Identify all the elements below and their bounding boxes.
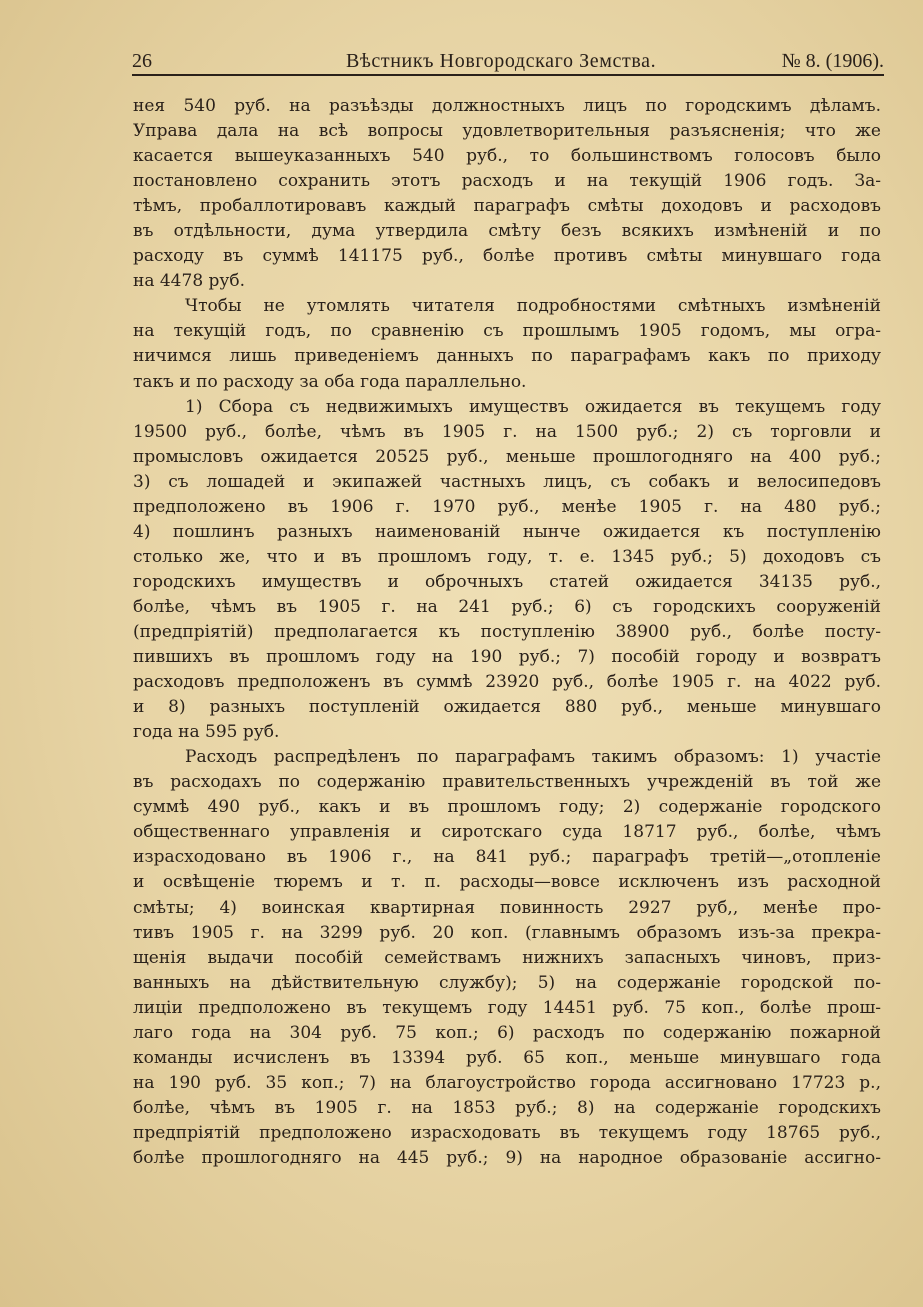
text-line: предпріятій предположено израсходовать въ текущемъ году 18765 руб., bbox=[133, 1122, 881, 1143]
text-line: команды исчисленъ въ 13394 руб. 65 коп., меньше минувшаго года bbox=[133, 1047, 881, 1068]
text-line: такъ и по расходу за оба года параллельно. bbox=[133, 371, 527, 392]
text-line: и 8) разныхъ поступленій ожидается 880 руб., меньше минувшаго bbox=[133, 697, 881, 718]
text-line: касается вышеуказанныхъ 540 руб., то большинствомъ голосовъ было bbox=[133, 146, 881, 167]
text-line: ничимся лишь приведеніемъ данныхъ по параграфамъ какъ по приходу bbox=[133, 346, 881, 367]
text-line: на текущій годъ, по сравненію съ прошлымъ 1905 годомъ, мы огра- bbox=[133, 321, 881, 342]
text-line: 1) Сбора съ недвижимыхъ имуществъ ожидается въ текущемъ году bbox=[185, 396, 881, 417]
text-line: предположено въ 1906 г. 1970 руб., менѣе 1905 г. на 480 руб.; bbox=[133, 496, 881, 517]
running-header bbox=[132, 44, 884, 78]
text-line: года на 595 руб. bbox=[133, 722, 280, 743]
text-line: смѣты; 4) воинская квартирная повинность 2927 руб,, менѣе про- bbox=[133, 897, 881, 918]
text-line: 19500 руб., болѣе, чѣмъ въ 1905 г. на 1500 руб.; 2) съ торговли и bbox=[133, 421, 881, 442]
body-text bbox=[133, 94, 881, 1171]
text-line: (предпріятій) предполагается къ поступленію 38900 руб., болѣе посту- bbox=[133, 621, 881, 642]
text-line: на 4478 руб. bbox=[133, 271, 246, 292]
issue-number: № 8. (1906). bbox=[781, 50, 884, 72]
text-line: Расходъ распредѣленъ по параграфамъ такимъ образомъ: 1) участіе bbox=[185, 747, 881, 768]
text-line: промысловъ ожидается 20525 руб., меньше прошлогодняго на 400 руб.; bbox=[133, 446, 881, 467]
text-line: и освѣщеніе тюремъ и т. п. расходы—вовсе исключенъ изъ расходной bbox=[133, 872, 881, 893]
text-line: израсходовано въ 1906 г., на 841 руб.; параграфъ третій—„отопленіе bbox=[133, 847, 881, 868]
text-line: пившихъ въ прошломъ году на 190 руб.; 7) пособій городу и возвратъ bbox=[133, 647, 881, 668]
page-number: 26 bbox=[132, 50, 152, 72]
text-line: болѣе, чѣмъ въ 1905 г. на 241 руб.; 6) съ городскихъ сооруженій bbox=[133, 596, 881, 617]
text-line: постановлено сохранить этотъ расходъ и на текущій 1906 годъ. За- bbox=[133, 171, 881, 192]
text-line: нея 540 руб. на разъѣзды должностныхъ лицъ по городскимъ дѣламъ. bbox=[133, 96, 881, 116]
header-rule bbox=[132, 74, 884, 76]
text-line: тѣмъ, пробаллотировавъ каждый параграфъ смѣты доходовъ и расходовъ bbox=[133, 196, 881, 217]
text-line: тивъ 1905 г. на 3299 руб. 20 коп. (главнымъ образомъ изъ-за прекра- bbox=[133, 922, 881, 943]
text-line: Управа дала на всѣ вопросы удовлетворительныя разъясненія; что же bbox=[133, 121, 881, 142]
text-line: столько же, что и въ прошломъ году, т. е. 1345 руб.; 5) доходовъ съ bbox=[133, 546, 881, 567]
text-line: расходовъ предположенъ въ суммѣ 23920 руб., болѣе 1905 г. на 4022 руб. bbox=[133, 672, 881, 693]
text-line: на 190 руб. 35 коп.; 7) на благоустройство города ассигновано 17723 р., bbox=[133, 1072, 881, 1093]
text-line: 3) съ лошадей и экипажей частныхъ лицъ, съ собакъ и велосипедовъ bbox=[133, 471, 881, 492]
text-line: 4) пошлинъ разныхъ наименованій нынче ожидается къ поступленію bbox=[133, 521, 881, 542]
text-line: расходу въ суммѣ 141175 руб., болѣе противъ смѣты минувшаго года bbox=[133, 246, 881, 267]
journal-title: Вѣстникъ Новгородскаго Земства. bbox=[346, 50, 657, 72]
text-line: общественнаго управленія и сиротскаго суда 18717 руб., болѣе, чѣмъ bbox=[133, 822, 881, 843]
text-line: болѣе, чѣмъ въ 1905 г. на 1853 руб.; 8) на содержаніе городскихъ bbox=[133, 1097, 881, 1118]
text-line: лиціи предположено въ текущемъ году 14451 руб. 75 коп., болѣе прош- bbox=[133, 997, 881, 1018]
text-line: ванныхъ на дѣйствительную службу); 5) на содержаніе городской по- bbox=[133, 972, 881, 993]
text-line: въ отдѣльности, дума утвердила смѣту безъ всякихъ измѣненій и по bbox=[133, 221, 881, 242]
text-line: Чтобы не утомлять читателя подробностями смѣтныхъ измѣненій bbox=[185, 296, 881, 317]
text-line: городскихъ имуществъ и оброчныхъ статей ожидается 34135 руб., bbox=[133, 571, 881, 592]
text-line: суммѣ 490 руб., какъ и въ прошломъ году; 2) содержаніе городского bbox=[133, 797, 881, 818]
text-line: щенія выдачи пособій семействамъ нижнихъ запасныхъ чиновъ, приз- bbox=[133, 947, 881, 968]
text-line: болѣе прошлогодняго на 445 руб.; 9) на народное образованіе ассигно- bbox=[133, 1147, 881, 1168]
text-line: лаго года на 304 руб. 75 коп.; 6) расходъ по содержанію пожарной bbox=[133, 1022, 881, 1043]
text-line: въ расходахъ по содержанію правительственныхъ учрежденій въ той же bbox=[133, 772, 881, 793]
